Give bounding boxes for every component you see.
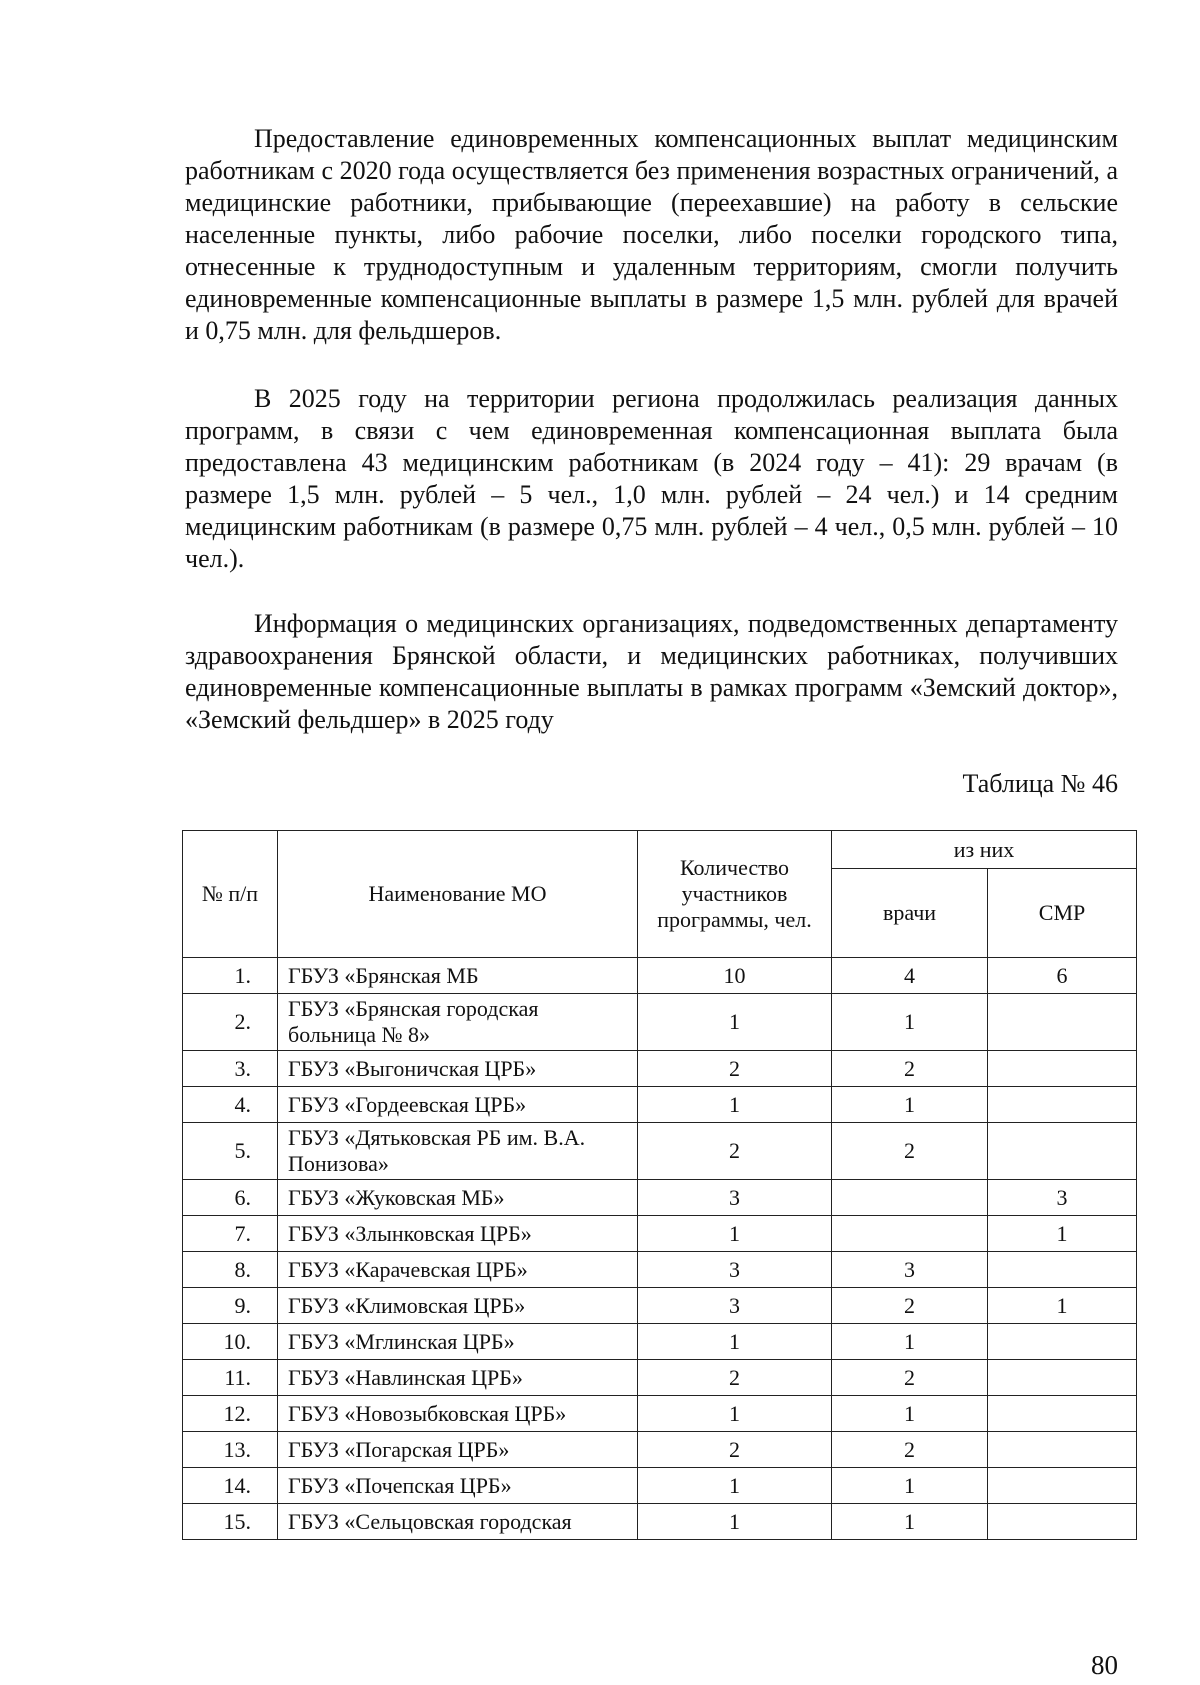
table-row <box>183 1252 1137 1288</box>
organization-name-cell: ГБУЗ «Погарская ЦРБ» <box>278 1432 638 1468</box>
participants-count-cell: 3 <box>638 1180 832 1216</box>
header-number: № п/п <box>183 831 278 958</box>
header-smr: СМР <box>988 869 1137 958</box>
participants-count-cell: 2 <box>638 1051 832 1087</box>
table-caption: Таблица № 46 <box>962 769 1118 798</box>
smr-count-cell: 6 <box>988 958 1137 994</box>
doctors-count-cell: 2 <box>832 1051 988 1087</box>
table-row <box>183 1360 1137 1396</box>
smr-count-cell <box>988 1504 1137 1540</box>
doctors-count-cell <box>832 1180 988 1216</box>
smr-count-cell <box>988 1360 1137 1396</box>
participants-count-cell: 2 <box>638 1432 832 1468</box>
organization-name-cell: ГБУЗ «Навлинская ЦРБ» <box>278 1360 638 1396</box>
header-name: Наименование МО <box>278 831 638 958</box>
smr-count-cell <box>988 1252 1137 1288</box>
table-title: Информация о медицинских организациях, подведомственных департаменту здравоохранения Брянской области, и медицинских работниках, получивших единовременные компенсационные выплаты в рамках программ «Земский доктор», «Земский фельдшер» в 2025 году <box>185 609 1118 734</box>
participants-count-cell: 1 <box>638 1504 832 1540</box>
table-row <box>183 1180 1137 1216</box>
row-number-cell: 5. <box>183 1123 278 1180</box>
participants-count-cell: 3 <box>638 1288 832 1324</box>
table-row <box>183 1504 1137 1540</box>
smr-count-cell <box>988 1396 1137 1432</box>
participants-count-cell: 1 <box>638 1087 832 1123</box>
organization-name-cell: ГБУЗ «Климовская ЦРБ» <box>278 1288 638 1324</box>
participants-count-cell: 1 <box>638 1216 832 1252</box>
row-number-cell: 11. <box>183 1360 278 1396</box>
header-participants: Количество участников программы, чел. <box>638 831 832 958</box>
header-doctors: врачи <box>832 869 988 958</box>
paragraph-compensation-payments: Предоставление единовременных компенсационных выплат медицинским работникам с 2020 года осуществляется без применения возрастных ограничений, а медицинские работники, прибывающие (переехавшие) на работу в сельские населенные пункты, либо рабочие поселки, либо поселки городского типа, отнесенные к труднодоступным и удаленным территориям, смогли получить единовременные компенсационные выплаты в размере 1,5 млн. рублей для врачей и 0,75 млн. для фельдшеров. <box>185 124 1118 345</box>
table-row <box>183 1396 1137 1432</box>
participants-count-cell: 3 <box>638 1252 832 1288</box>
doctors-count-cell: 2 <box>832 1360 988 1396</box>
smr-count-cell: 1 <box>988 1288 1137 1324</box>
row-number-cell: 8. <box>183 1252 278 1288</box>
organization-name-cell: ГБУЗ «Гордеевская ЦРБ» <box>278 1087 638 1123</box>
table-row <box>183 958 1137 994</box>
smr-count-cell: 3 <box>988 1180 1137 1216</box>
organization-name-cell: ГБУЗ «Карачевская ЦРБ» <box>278 1252 638 1288</box>
row-number-cell: 2. <box>183 994 278 1051</box>
participants-count-cell: 1 <box>638 1324 832 1360</box>
participants-count-cell: 1 <box>638 1468 832 1504</box>
table-row <box>183 1051 1137 1087</box>
doctors-count-cell: 2 <box>832 1123 988 1180</box>
smr-count-cell <box>988 1324 1137 1360</box>
doctors-count-cell: 1 <box>832 1324 988 1360</box>
smr-count-cell <box>988 1123 1137 1180</box>
participants-count-cell: 1 <box>638 1396 832 1432</box>
organization-name-cell: ГБУЗ «Почепская ЦРБ» <box>278 1468 638 1504</box>
organization-name-cell: ГБУЗ «Новозыбковская ЦРБ» <box>278 1396 638 1432</box>
table-row <box>183 1468 1137 1504</box>
row-number-cell: 1. <box>183 958 278 994</box>
medical-organizations-table <box>182 830 1137 1540</box>
row-number-cell: 6. <box>183 1180 278 1216</box>
participants-count-cell: 2 <box>638 1360 832 1396</box>
doctors-count-cell: 1 <box>832 1504 988 1540</box>
table-body <box>183 958 1137 1540</box>
row-number-cell: 15. <box>183 1504 278 1540</box>
participants-count-cell: 1 <box>638 994 832 1051</box>
organization-name-cell: ГБУЗ «Брянская МБ <box>278 958 638 994</box>
table-row <box>183 1324 1137 1360</box>
row-number-cell: 10. <box>183 1324 278 1360</box>
header-of-them: из них <box>832 831 1137 869</box>
row-number-cell: 4. <box>183 1087 278 1123</box>
participants-count-cell: 10 <box>638 958 832 994</box>
row-number-cell: 13. <box>183 1432 278 1468</box>
doctors-count-cell: 4 <box>832 958 988 994</box>
row-number-cell: 14. <box>183 1468 278 1504</box>
smr-count-cell: 1 <box>988 1216 1137 1252</box>
organization-name-cell: ГБУЗ «Выгоничская ЦРБ» <box>278 1051 638 1087</box>
table-row <box>183 994 1137 1051</box>
row-number-cell: 9. <box>183 1288 278 1324</box>
doctors-count-cell: 1 <box>832 1087 988 1123</box>
smr-count-cell <box>988 1051 1137 1087</box>
doctors-count-cell: 2 <box>832 1288 988 1324</box>
doctors-count-cell <box>832 1216 988 1252</box>
organization-name-cell: ГБУЗ «Сельцовская городская <box>278 1504 638 1540</box>
table-row <box>183 1087 1137 1123</box>
participants-count-cell: 2 <box>638 1123 832 1180</box>
table-row <box>183 1288 1137 1324</box>
table-row <box>183 1216 1137 1252</box>
doctors-count-cell: 1 <box>832 1396 988 1432</box>
organization-name-cell: ГБУЗ «Мглинская ЦРБ» <box>278 1324 638 1360</box>
row-number-cell: 3. <box>183 1051 278 1087</box>
organization-name-cell: ГБУЗ «Брянская городская больница № 8» <box>278 994 638 1051</box>
smr-count-cell <box>988 994 1137 1051</box>
doctors-count-cell: 3 <box>832 1252 988 1288</box>
organization-name-cell: ГБУЗ «Дятьковская РБ им. В.А. Понизова» <box>278 1123 638 1180</box>
row-number-cell: 7. <box>183 1216 278 1252</box>
doctors-count-cell: 2 <box>832 1432 988 1468</box>
paragraph-2025-program: В 2025 году на территории региона продолжилась реализация данных программ, в связи с чем единовременная компенсационная выплата была предоставлена 43 медицинским работникам (в 2024 году – 41): 29 врачам (в размере 1,5 млн. рублей – 5 чел., 1,0 млн. рублей – 24 чел.) и 14 средним медицинским работникам (в размере 0,75 млн. рублей – 4 чел., 0,5 млн. рублей – 10 чел.). <box>185 384 1118 573</box>
smr-count-cell <box>988 1432 1137 1468</box>
table-row <box>183 1432 1137 1468</box>
organization-name-cell: ГБУЗ «Злынковская ЦРБ» <box>278 1216 638 1252</box>
smr-count-cell <box>988 1087 1137 1123</box>
smr-count-cell <box>988 1468 1137 1504</box>
row-number-cell: 12. <box>183 1396 278 1432</box>
table-row <box>183 1123 1137 1180</box>
page-number: 80 <box>1091 1650 1118 1680</box>
doctors-count-cell: 1 <box>832 1468 988 1504</box>
doctors-count-cell: 1 <box>832 994 988 1051</box>
organization-name-cell: ГБУЗ «Жуковская МБ» <box>278 1180 638 1216</box>
